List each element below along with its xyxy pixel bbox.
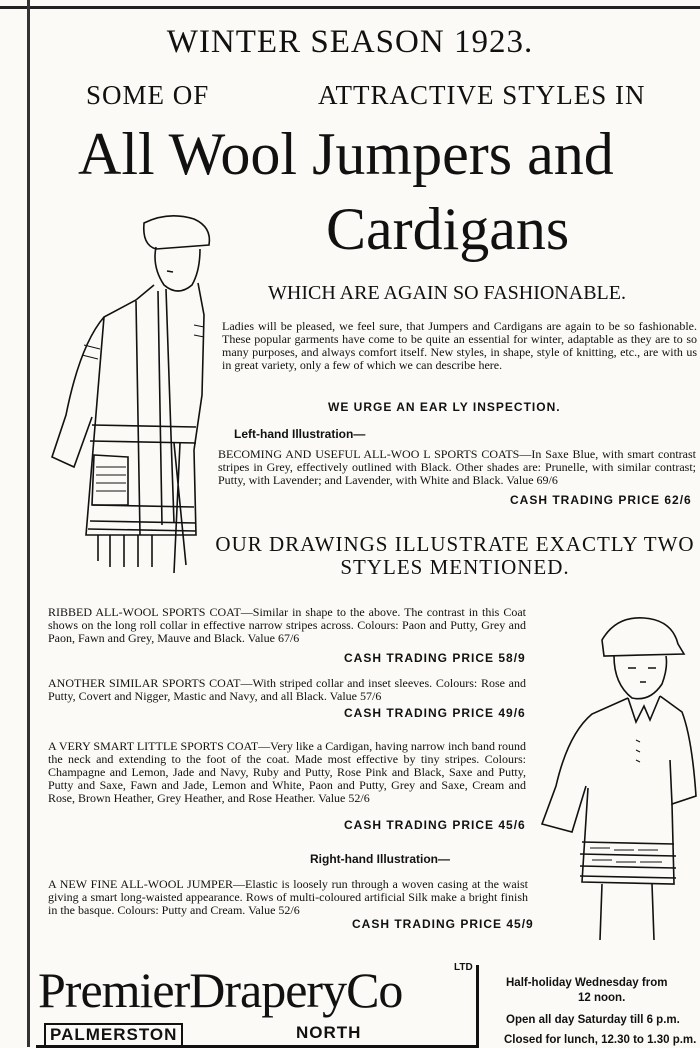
season-title: WINTER SEASON 1923. — [166, 24, 534, 60]
jumper-illustration — [532, 610, 698, 950]
brand-city-north: NORTH — [296, 1023, 362, 1042]
item-jumper-price: CASH TRADING PRICE 45/9 — [352, 917, 534, 931]
hours-lunch: Closed for lunch, 12.30 to 1.30 p.m. — [504, 1034, 697, 1046]
item-similar-coat-price: CASH TRADING PRICE 49/6 — [344, 706, 526, 720]
brand-logo — [36, 962, 496, 1047]
item-sports-coats-price: CASH TRADING PRICE 62/6 — [510, 493, 692, 507]
subheadline: WHICH ARE AGAIN SO FASHIONABLE. — [268, 282, 626, 304]
drawings-line-1: OUR DRAWINGS ILLUSTRATE EXACTLY TWO — [215, 532, 695, 556]
headline-cardigans: Cardigans — [326, 196, 570, 262]
headline-jumpers: All Wool Jumpers and — [78, 121, 614, 187]
drawings-line-2: STYLES MENTIONED. — [340, 555, 570, 579]
intro-paragraph: Ladies will be pleased, we feel sure, that Jumpers and Cardigans are again to be so fashionable. These popular garments have come to be quite an essential for winter, adaptable as they are to so many purposes, and always comfort itself. New styles, in shape, style of knitting, etc., are with us in great variety, only a few of which we can describe here. — [222, 319, 697, 372]
hours-saturday: Open all day Saturday till 6 p.m. — [506, 1014, 680, 1026]
top-rule — [0, 6, 700, 9]
headline-attractive-styles: ATTRACTIVE STYLES IN — [318, 80, 646, 110]
brand-drapery: Drapery — [189, 962, 347, 1018]
right-hand-label: Right-hand Illustration— — [310, 852, 450, 866]
hours-noon: 12 noon. — [578, 992, 626, 1004]
item-little-coat-price: CASH TRADING PRICE 45/6 — [344, 818, 526, 832]
brand-ltd: LTD — [454, 962, 473, 973]
item-jumper-desc: A NEW FINE ALL-WOOL JUMPER—Elastic is loosely run through a woven casing at the waist giving a smart long-waisted appearance. Rows of multi-coloured artificial Silk make a bright finish in the basque. Colours: Putty and Cream. Value 52/6 — [48, 877, 528, 917]
brand-co: Co — [346, 962, 403, 1018]
item-sports-coats-desc: BECOMING AND USEFUL ALL-WOO L SPORTS COATS—In Saxe Blue, with smart contrast stripes in Grey, effectively outlined with Black. Other shades are: Prunelle, with similar contrast; Putty, with Lavender; and Lavender, with White and Black. Value 69/6 — [218, 447, 696, 487]
brand-premier: Premier — [38, 962, 190, 1018]
item-similar-coat-desc: ANOTHER SIMILAR SPORTS COAT—With striped collar and inset sleeves. Colours: Rose and Putty, Covert and Nigger, Mastic and Navy, and all Black. Value 57/6 — [48, 676, 526, 703]
item-ribbed-coat-price: CASH TRADING PRICE 58/9 — [344, 651, 526, 665]
hours-half-holiday: Half-holiday Wednesday from — [506, 977, 668, 989]
left-hand-label: Left-hand Illustration— — [234, 427, 366, 441]
item-ribbed-coat-desc: RIBBED ALL-WOOL SPORTS COAT—Similar in shape to the above. The contrast in this Coat shows on the long roll collar in effective narrow stripes across. Colours: Paon and Putty, Grey and Paon, Fawn and Grey, Mauve and Black. Value 67/6 — [48, 605, 526, 645]
headline-some-of: SOME OF — [86, 80, 210, 110]
cardigan-illustration — [44, 205, 214, 585]
brand-city: PALMERSTON — [44, 1023, 183, 1047]
drawings-note — [214, 533, 696, 579]
inspection-note: WE URGE AN EAR LY INSPECTION. — [328, 400, 561, 414]
item-little-coat-desc: A VERY SMART LITTLE SPORTS COAT—Very like a Cardigan, having narrow inch band round the neck and extending to the foot of the coat. Made most effective by tiny stripes. Colours: Champagne and Lemon, Jade and Navy, Ruby and Putty, Rose Pink and Black, Saxe and Putty, Putty and Saxe, Fawn and Jade, Lemon and White, Paon and Putty, Grey and Saxe, Cream and Rose, Brown Heather, Grey Heather, and Rose Heather. Value 52/6 — [48, 739, 526, 805]
left-column-rule — [27, 0, 30, 1047]
